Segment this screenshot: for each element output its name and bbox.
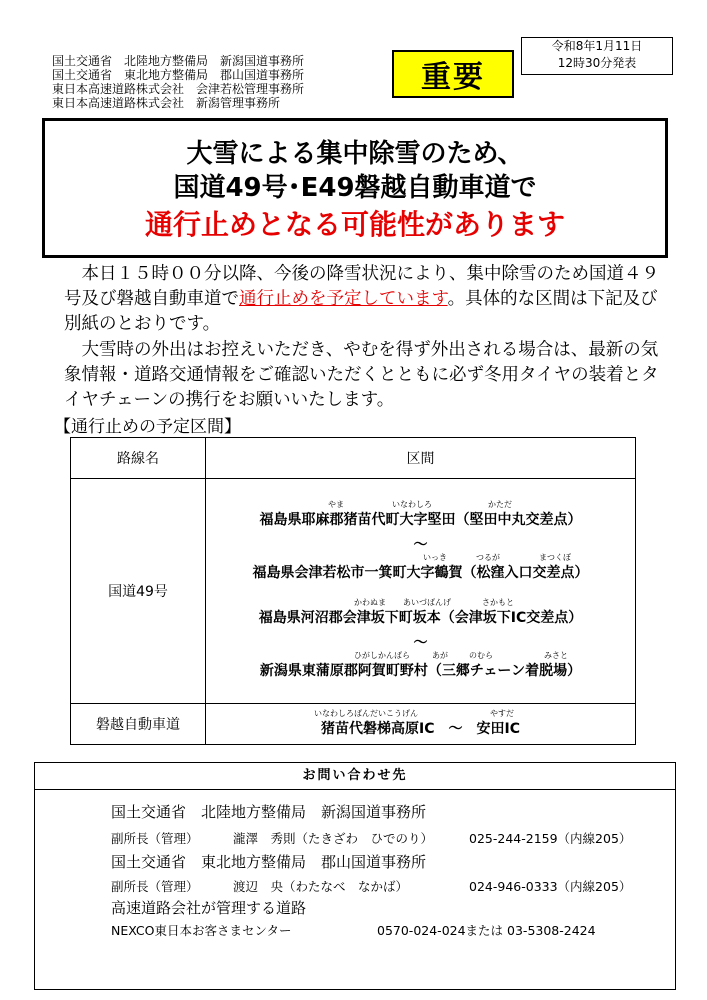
header-section: 区間 xyxy=(206,438,636,479)
ruby: のむら xyxy=(469,651,493,660)
ruby: いなわしろ xyxy=(392,500,432,509)
ruby: かわぬま xyxy=(354,598,386,607)
contact-role: 副所長（管理） xyxy=(111,831,199,846)
contact-tel: 025-244-2159（内線205） xyxy=(469,831,632,846)
ruby: やま xyxy=(328,500,344,509)
issuer-list xyxy=(52,54,304,110)
body-text: 本日１５時００分以降、今後の降雪状況により、集中除雪のため国道４９号及び磐越自動車道で xyxy=(64,264,659,309)
ruby: かただ xyxy=(488,500,512,509)
section-title: 【通行止めの予定区間】 xyxy=(54,417,241,437)
contact-org: 国土交通省 北陸地方整備局 新潟国道事務所 xyxy=(111,803,427,821)
headline-line-2: 国道49号･E49磐越自動車道で xyxy=(173,173,537,203)
ruby: ひがしかんばら xyxy=(354,651,410,660)
issue-time: 12時30分発表 xyxy=(557,56,637,70)
headline-box xyxy=(42,118,668,258)
route-sections xyxy=(206,479,636,704)
issuer-line: 国土交通省 北陸地方整備局 新潟国道事務所 xyxy=(52,54,305,68)
section-place: 福島県耶麻郡猪苗代町大字堅田（堅田中丸交差点） xyxy=(259,512,582,528)
ruby-row xyxy=(206,500,635,509)
range-tilde: 〜 xyxy=(413,635,428,651)
contact-role: NEXCO東日本お客さまセンター xyxy=(111,923,292,938)
contact-title: お問い合わせ先 xyxy=(35,763,675,790)
ruby-row xyxy=(206,651,635,660)
contact-role: 副所長（管理） xyxy=(111,879,199,894)
contact-box xyxy=(34,762,676,990)
section-place: 福島県会津若松市一箕町大字鶴賀（松窪入口交差点） xyxy=(252,565,589,581)
range-tilde: 〜 xyxy=(413,537,428,553)
route-name: 国道49号 xyxy=(71,479,206,704)
issuer-line: 東日本高速道路株式会社 会津若松管理事務所 xyxy=(52,82,305,96)
ruby-row xyxy=(206,553,635,562)
section-place: 福島県河沼郡会津坂下町坂本（会津坂下IC交差点） xyxy=(258,610,583,626)
body-paragraph-2: 大雪時の外出はお控えいただき、やむを得ず外出される場合は、最新の気象情報・道路交通情報をご確認いただくとともに必ず冬用タイヤの装着とタイヤチェーンの携行をお願いいたします。 xyxy=(64,340,659,410)
ruby: さかもと xyxy=(482,598,514,607)
contact-person: 渡辺 央（わたなべ なかば） xyxy=(233,879,409,894)
ruby: まつくぼ xyxy=(539,553,571,562)
ruby: いなわしろばんだいこうげん xyxy=(314,708,418,718)
closure-highlight: 通行止めを予定しています xyxy=(239,289,448,309)
ruby: みさと xyxy=(544,651,568,660)
contact-person: 瀧澤 秀則（たきざわ ひでのり） xyxy=(233,831,434,846)
headline-line-1: 大雪による集中除雪のため、 xyxy=(186,139,524,169)
issuer-line: 国土交通省 東北地方整備局 郡山国道事務所 xyxy=(52,68,305,82)
issuer-line: 東日本高速道路株式会社 新潟管理事務所 xyxy=(52,96,281,110)
contact-tel: 024-946-0333（内線205） xyxy=(469,879,632,894)
table-row xyxy=(71,479,636,704)
ruby: つるが xyxy=(476,553,500,562)
table-row xyxy=(71,704,636,745)
contact-org: 国土交通省 東北地方整備局 郡山国道事務所 xyxy=(111,853,427,871)
ruby: やすだ xyxy=(490,708,514,718)
closure-table xyxy=(70,437,636,745)
route-sections xyxy=(206,704,636,745)
header-route: 路線名 xyxy=(71,438,206,479)
ruby-row xyxy=(206,709,635,718)
ruby: あいづばんげ xyxy=(403,598,451,607)
headline-line-3: 通行止めとなる可能性があります xyxy=(144,208,565,241)
body-text: 。具体的な区間は下記及び別紙のとおりです。 xyxy=(64,289,658,334)
expressway-section: 猪苗代磐梯高原IC 〜 安田IC xyxy=(321,720,520,737)
ruby: いっき xyxy=(423,553,447,562)
issue-date-box xyxy=(521,37,673,75)
important-badge: 重要 xyxy=(392,50,514,98)
contact-org: 高速道路会社が管理する道路 xyxy=(111,899,307,917)
ruby-row xyxy=(206,598,635,607)
ruby: あが xyxy=(432,651,448,660)
contact-tel: 0570-024-024または 03-5308-2424 xyxy=(377,923,596,938)
table-header-row xyxy=(71,438,636,479)
section-place: 新潟県東蒲原郡阿賀町野村（三郷チェーン着脱場） xyxy=(259,663,582,679)
body-paragraph-1 xyxy=(64,262,664,337)
route-name: 磐越自動車道 xyxy=(71,704,206,745)
issue-date: 令和8年1月11日 xyxy=(551,39,643,53)
